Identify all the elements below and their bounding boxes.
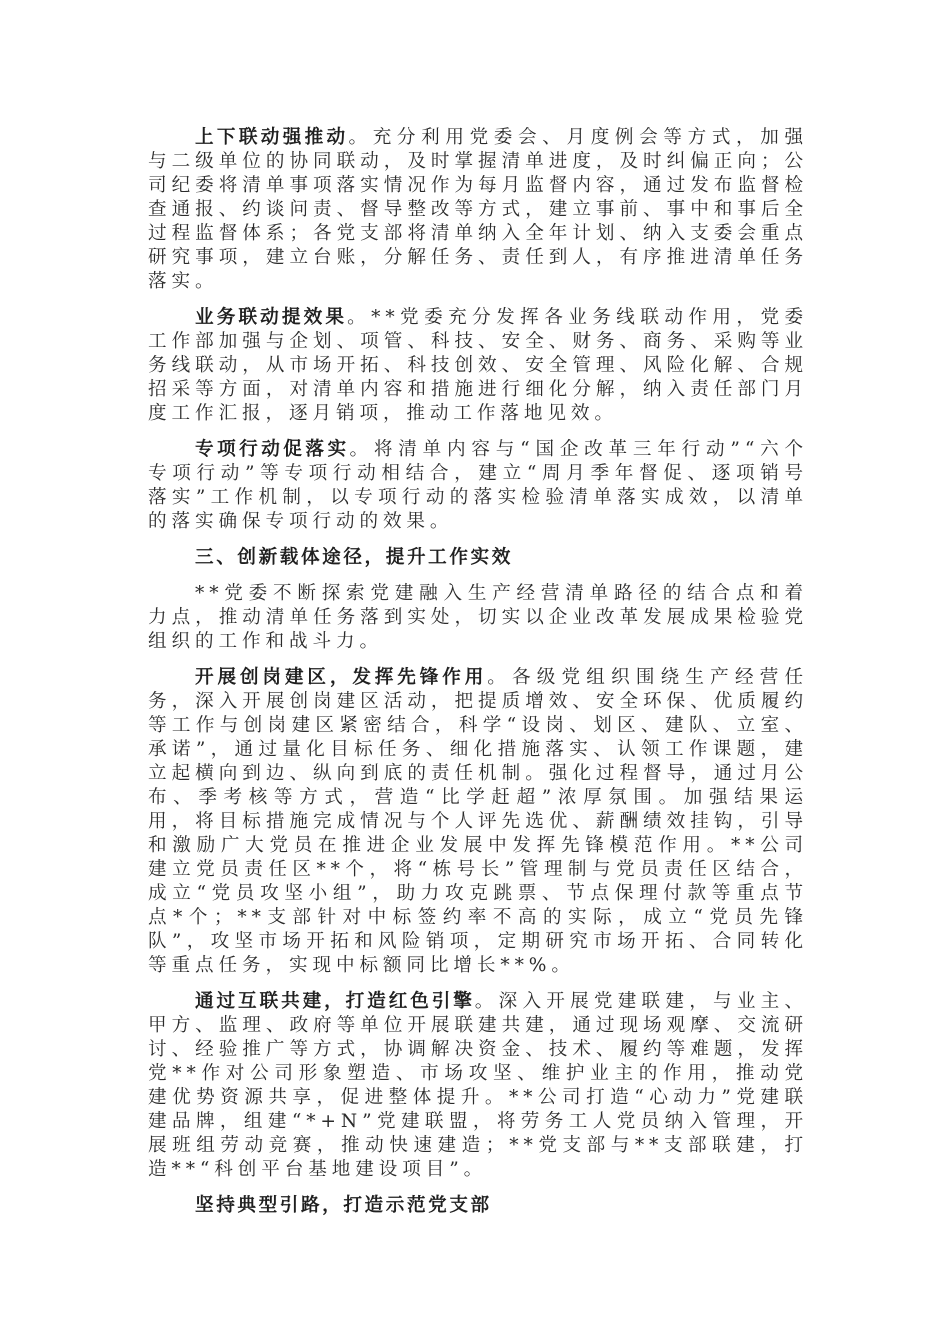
document-page [148,126,808,1230]
paragraph-body: 。各级党组织围绕生产经营任务，深入开展创岗建区活动，把提质增效、安全环保、优质履约等工作与创岗建区紧密结合，科学“设岗、划区、建队、立室、承诺”，通过量化目标任务、细化措施落实、认领工作课题，建立起横向到边、纵向到底的责任机制。强化过程督导，通过月公布、季考核等方式，营造“比学赶超”浓厚氛围。加强结果运用，将目标措施完成情况与个人评先选优、薪酬绩效挂钩，引导和激励广大党员在推进企业发展中发挥先锋模范作用。**公司建立党员责任区**个，将“栋号长”管理制与党员责任区结合，成立“党员攻坚小组”，助力攻克跳票、节点保理付款等重点节点*个；**支部针对中标签约率不高的实际，成立“党员先锋队”，攻坚市场开拓和风险销项，定期研究市场开拓、合同转化等重点任务，实现中标额同比增长**%。 [148,667,808,976]
paragraph-lead: 上下联动强推动 [195,127,349,148]
paragraph-joint-construction [148,990,808,1182]
paragraph-lead: 开展创岗建区，发挥先锋作用 [195,667,488,688]
section-heading: 三、创新载体途径，提升工作实效 [195,547,513,568]
paragraph-body: 。充分利用党委会、月度例会等方式，加强与二级单位的协同联动，及时掌握清单进度，及时纠偏正向；公司纪委将清单事项落实情况作为每月监督内容，通过发布监督检查通报、约谈问责、督导整改等方式，建立事前、事中和事后全过程监督体系；各党支部将清单纳入全年计划、纳入支委会重点研究事项，建立台账，分解任务、责任到人，有序推进清单任务落实。 [148,127,808,292]
paragraph-body: 。将清单内容与“国企改革三年行动”“六个专项行动”等专项行动相结合，建立“周月季年督促、逐项销号落实”工作机制，以专项行动的落实检验清单落实成效，以清单的落实确保专项行动的效果。 [148,439,808,532]
paragraph-business-linkage [148,306,808,426]
paragraph-lead: 业务联动提效果 [195,307,348,328]
paragraph-pioneer-posts [148,666,808,978]
paragraph-lead: 专项行动促落实 [195,439,350,460]
paragraph-linkage-promotion [148,126,808,294]
paragraph-body: 。**党委充分发挥各业务线联动作用，党委工作部加强与企划、项管、科技、安全、财务、商务、采购等业务线联动，从市场开拓、科技创效、安全管理、风险化解、合规招采等方面，对清单内容和措施进行细化分解，纳入责任部门月度工作汇报，逐月销项，推动工作落地见效。 [148,307,808,424]
paragraph-lead: 通过互联共建，打造红色引擎 [195,991,475,1012]
paragraph-body: 。深入开展党建联建，与业主、甲方、监理、政府等单位开展联建共建，通过现场观摩、交流研讨、经验推广等方式，协调解决资金、技术、履约等难题，发挥党**作对公司形象塑造、市场攻坚、维护业主的作用，推动党建优势资源共享，促进整体提升。**公司打造“心动力”党建联建品牌，组建“*+N”党建联盟，将劳务工人党员纳入管理，开展班组劳动竞赛，推动快速建造；**党支部与**支部联建，打造**“科创平台基地建设项目”。 [148,991,808,1180]
final-heading: 坚持典型引路，打造示范党支部 [195,1195,492,1216]
section-intro: **党委不断探索党建融入生产经营清单路径的结合点和着力点，推动清单任务落到实处，切实以企业改革发展成果检验党组织的工作和战斗力。 [148,583,808,652]
paragraph-special-action [148,438,808,534]
